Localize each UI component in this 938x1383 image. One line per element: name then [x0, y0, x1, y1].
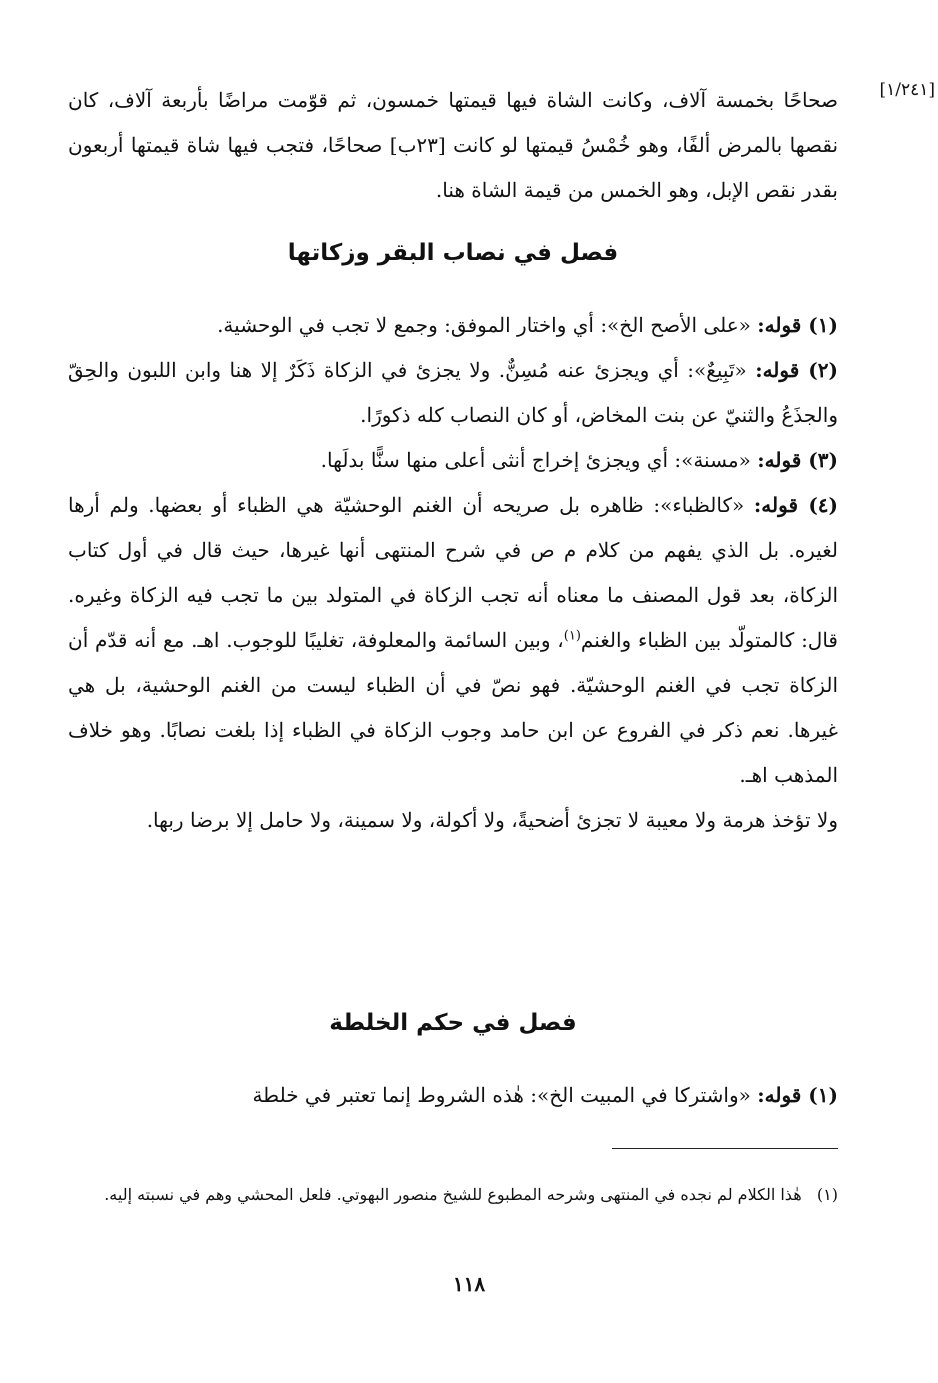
note-2-text: «تَبِيعٌ»: أي ويجزئ عنه مُسِنٌّ. ولا يجزئ في الزكاة ذَكَرٌ إلا هنا وابن اللبون والحِقّ والجذَعُ والثنيّ عن بنت المخاض، أو كان النصاب كله ذكورًا. [68, 358, 838, 427]
note-4-text-before: «كالظباء»: ظاهره بل صريحه أن الغنم الوحشيّة هي الظباء أو بعضها. ولم أرها لغيره. بل الذي يفهم من كلام م ص في شرح المنتهى أنها غيرها، حيث قال في أول كتاب الزكاة، بعد قول المصنف ما معناه أنه تجب الزكاة في المتولد بين ما تجب فيه الزكاة وغيره. قال: كالمتولّد بين الظباء والغنم [68, 493, 838, 652]
note-2-number: (٢) قوله: [755, 358, 838, 382]
note-1 [68, 303, 838, 348]
note-3-number: (٣) قوله: [757, 448, 838, 472]
note-3-text: «مسنة»: أي ويجزئ إخراج أنثى أعلى منها سنًّا بدلَها. [320, 448, 751, 472]
note-1-number: (١) قوله: [757, 313, 838, 337]
notes-block [68, 303, 838, 843]
last-note-number: (١) قوله: [757, 1083, 838, 1107]
note-3 [68, 438, 838, 483]
note-1-text: «على الأصح الخ»: أي واختار الموفق: وجمع لا تجب في الوحشية. [217, 313, 751, 337]
footnote-divider [612, 1148, 838, 1149]
last-note-block [68, 1073, 838, 1118]
note-4-text-after: ، وبين السائمة والمعلوفة، تغليبًا للوجوب. اهـ. مع أنه قدّم أن الزكاة تجب في الغنم الوحشيّة. فهو نصّ في أن الظباء ليست من الغنم الوحشية، بل هي غيرها. نعم ذكر في الفروع عن ابن حامد وجوب الزكاة في الظباء إذا بلغت نصابًا. وهو خلاف المذهب اهـ. [68, 628, 838, 787]
plain-paragraph: ولا تؤخذ هرمة ولا معيبة لا تجزئ أضحيةً، ولا أكولة، ولا سمينة، ولا حامل إلا برضا ربها. [146, 808, 838, 832]
page-number: ١١٨ [452, 1272, 486, 1296]
section-heading-partnership: فصل في حكم الخلطة [329, 1010, 577, 1036]
footnote-text: هٰذا الكلام لم نجده في المنتهى وشرحه المطبوع للشيخ منصور البهوتي. فلعل المحشي وهم في نسبته إليه. [104, 1185, 802, 1204]
note-4 [68, 483, 838, 798]
footnote-ref[interactable]: (١) [563, 628, 581, 644]
intro-paragraph [68, 78, 838, 213]
note-4-number: (٤) قوله: [753, 493, 838, 517]
last-note [68, 1073, 838, 1118]
intro-text: صحاحًا بخمسة آلاف، وكانت الشاة فيها قيمتها خمسون، ثم قوّمت مراضًا بأربعة آلاف، كان نقصها بالمرض ألفًا، وهو خُمْسُ قيمتها لو كانت [٢٣ب] صحاحًا، فتجب فيها شاة قيمتها أربعون بقدر نقص الإبل، وهو الخمس من قيمة الشاة هنا. [68, 88, 839, 202]
note-2 [68, 348, 838, 438]
footnote [68, 1178, 838, 1212]
section-heading-cattle: فصل في نصاب البقر وزكاتها [287, 240, 619, 266]
margin-reference: [١/٢٤١] [879, 80, 935, 100]
footnote-number: (١) [816, 1185, 838, 1204]
last-note-text: «واشتركا في المبيت الخ»: هٰذه الشروط إنما تعتبر في خلطة [252, 1083, 751, 1107]
